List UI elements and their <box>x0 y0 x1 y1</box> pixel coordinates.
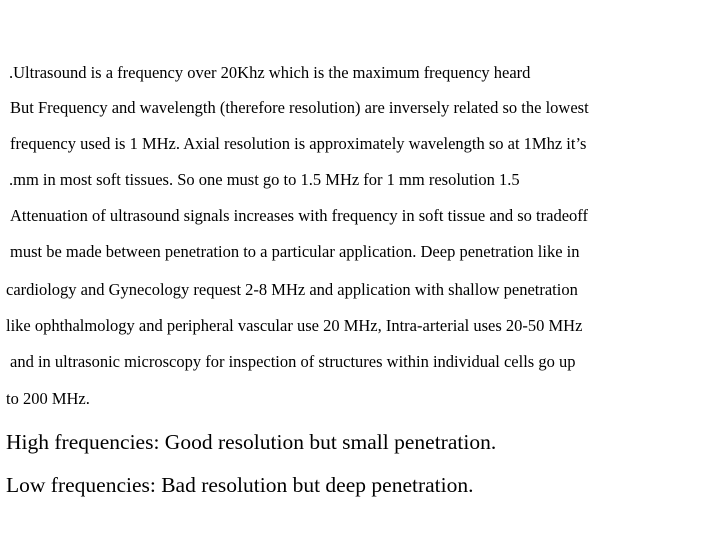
body-line-10: to 200 MHz. <box>6 389 90 408</box>
body-line-6: must be made between penetration to a particular application. Deep penetration like in <box>10 242 580 261</box>
body-line-4: .mm in most soft tissues. So one must go to 1.5 MHz for 1 mm resolution 1.5 <box>9 170 520 189</box>
body-line-1: .Ultrasound is a frequency over 20Khz which is the maximum frequency heard <box>9 63 531 82</box>
body-line-5: Attenuation of ultrasound signals increases with frequency in soft tissue and so tradeoff <box>10 206 588 225</box>
body-line-2: But Frequency and wavelength (therefore resolution) are inversely related so the lowest <box>10 98 589 117</box>
body-line-8: like ophthalmology and peripheral vascular use 20 MHz, Intra-arterial uses 20-50 MHz <box>6 316 583 335</box>
summary-high-frequencies: High frequencies: Good resolution but small penetration. <box>6 430 497 454</box>
body-line-9: and in ultrasonic microscopy for inspection of structures within individual cells go up <box>10 352 576 371</box>
body-line-3: frequency used is 1 MHz. Axial resolution is approximately wavelength so at 1Mhz it’s <box>10 134 587 153</box>
summary-low-frequencies: Low frequencies: Bad resolution but deep penetration. <box>6 473 474 497</box>
body-line-7: cardiology and Gynecology request 2-8 MHz and application with shallow penetration <box>6 280 578 299</box>
